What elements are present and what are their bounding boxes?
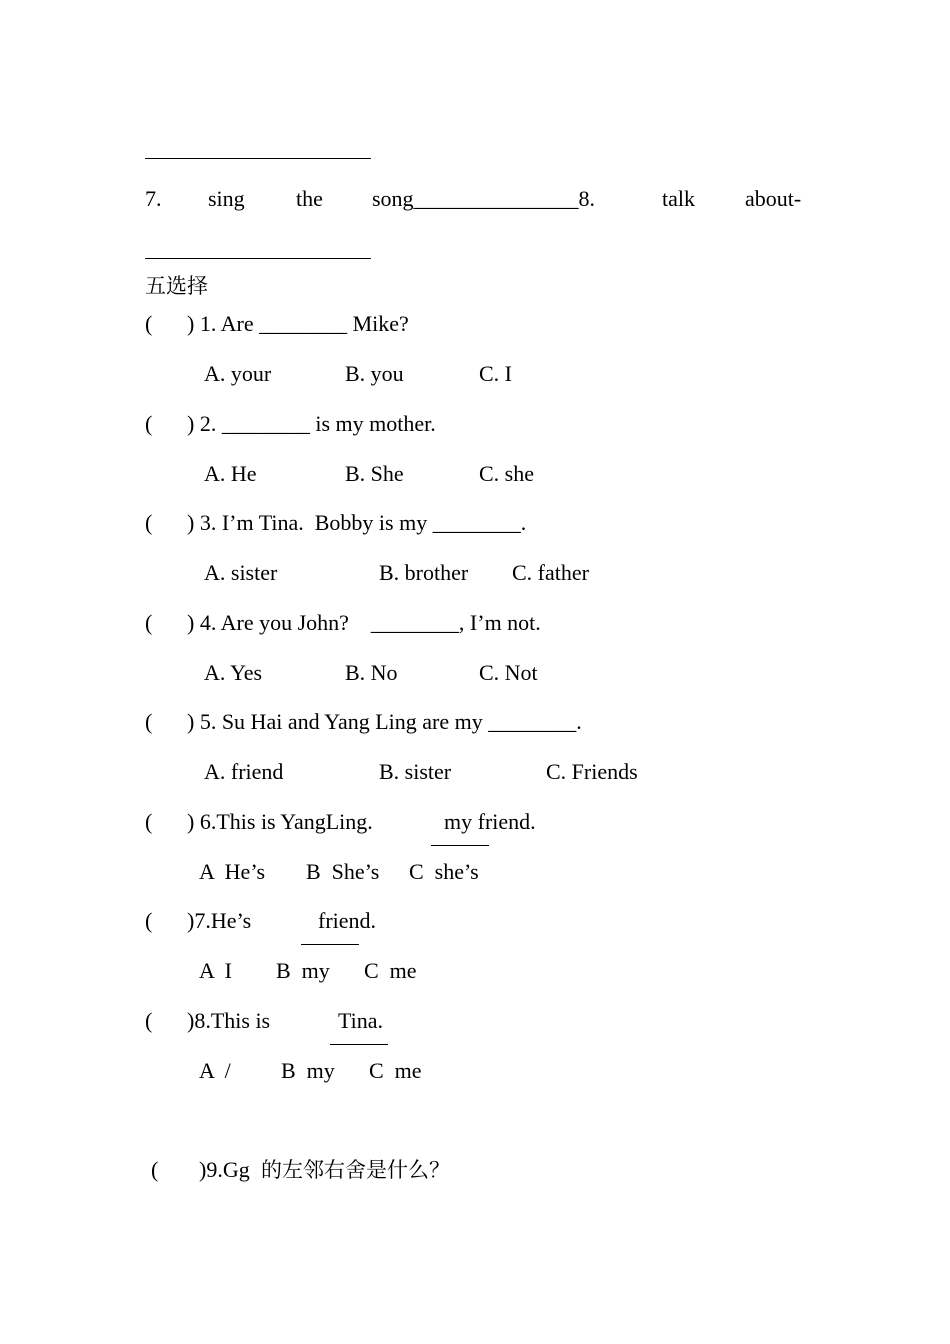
q6-option-b: B She’s bbox=[306, 859, 380, 884]
section-title: 五选择 bbox=[145, 274, 208, 298]
phrase-7-word-sing: sing bbox=[208, 186, 245, 211]
q4-option-a: A. Yes bbox=[204, 660, 263, 685]
q4-option-c: C. Not bbox=[479, 660, 538, 685]
q2-option-b: B. She bbox=[345, 461, 404, 486]
q6-text-start: ) 6.This is YangLing. bbox=[187, 809, 373, 834]
q9-text-end: 的左邻右舍是什么？ bbox=[261, 1158, 450, 1182]
q7-text-start: )7.He’s bbox=[187, 908, 252, 933]
q8-text-end: Tina. bbox=[338, 1008, 384, 1033]
q8-blank-line bbox=[330, 1044, 388, 1045]
phrase-7-number: 7. bbox=[145, 186, 162, 211]
q8-option-a: A / bbox=[199, 1058, 231, 1083]
q1-option-a: A. your bbox=[204, 361, 272, 386]
q5-option-a: A. friend bbox=[204, 759, 284, 784]
q7-text-end: friend. bbox=[318, 908, 377, 933]
q5-option-b: B. sister bbox=[379, 759, 452, 784]
q8-paren: ( bbox=[145, 1008, 153, 1033]
q1-option-c: C. I bbox=[479, 361, 512, 386]
q5-text: ) 5. Su Hai and Yang Ling are my ________. bbox=[187, 709, 582, 734]
q2-option-a: A. He bbox=[204, 461, 257, 486]
q2-option-c: C. she bbox=[479, 461, 534, 486]
q7-option-b: B my bbox=[276, 958, 330, 983]
q2-paren: ( bbox=[145, 411, 153, 436]
q6-option-a: A He’s bbox=[199, 859, 265, 884]
phrase-7-word-the: the bbox=[296, 186, 323, 211]
phrase-7-word-song: song_______________8. bbox=[372, 186, 596, 211]
q6-text-end: my friend. bbox=[444, 809, 536, 834]
q5-paren: ( bbox=[145, 709, 153, 734]
q3-paren: ( bbox=[145, 510, 153, 535]
q5-option-c: C. Friends bbox=[546, 759, 638, 784]
q7-option-c: C me bbox=[364, 958, 417, 983]
q1-option-b: B. you bbox=[345, 361, 404, 386]
q3-option-c: C. father bbox=[512, 560, 589, 585]
q1-paren: ( bbox=[145, 311, 153, 336]
q7-blank-line bbox=[301, 944, 359, 945]
q4-text: ) 4. Are you John? ________, I’m not. bbox=[187, 610, 541, 635]
answer-rule-second bbox=[145, 258, 371, 259]
q3-text: ) 3. I’m Tina. Bobby is my ________. bbox=[187, 510, 527, 535]
q7-option-a: A I bbox=[199, 958, 232, 983]
q4-option-b: B. No bbox=[345, 660, 398, 685]
q2-text: ) 2. ________ is my mother. bbox=[187, 411, 436, 436]
q3-option-b: B. brother bbox=[379, 560, 469, 585]
q3-option-a: A. sister bbox=[204, 560, 278, 585]
q6-paren: ( bbox=[145, 809, 153, 834]
q8-option-c: C me bbox=[369, 1058, 422, 1083]
phrase-8-word-talk: talk bbox=[662, 186, 695, 211]
q9-text-start: )9.Gg bbox=[199, 1157, 250, 1182]
q1-text: ) 1. Are ________ Mike? bbox=[187, 311, 409, 336]
q8-option-b: B my bbox=[281, 1058, 335, 1083]
q8-text-start: )8.This is bbox=[187, 1008, 271, 1033]
answer-rule-top bbox=[145, 158, 371, 159]
q7-paren: ( bbox=[145, 908, 153, 933]
q6-option-c: C she’s bbox=[409, 859, 479, 884]
q4-paren: ( bbox=[145, 610, 153, 635]
q9-paren: ( bbox=[151, 1157, 159, 1182]
q6-blank-line bbox=[431, 845, 489, 846]
phrase-8-word-about: about- bbox=[745, 186, 802, 211]
